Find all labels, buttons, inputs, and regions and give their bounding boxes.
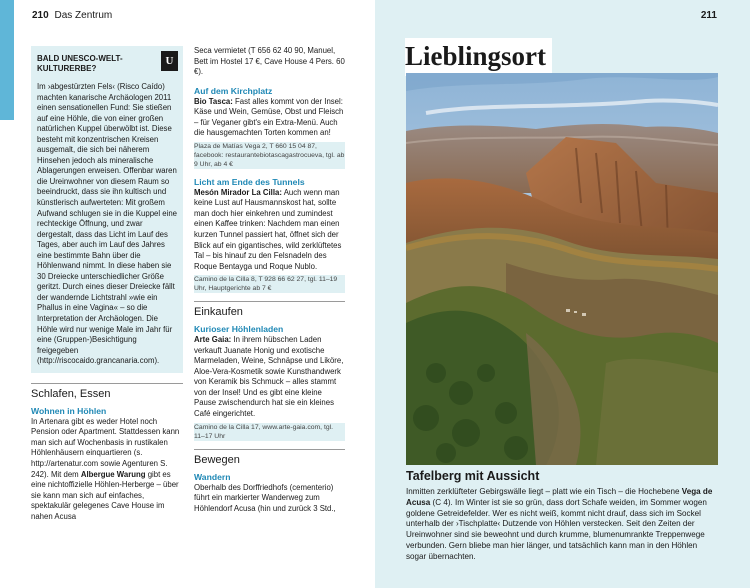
section-title-bewegen: Bewegen bbox=[194, 449, 345, 472]
caption-text bbox=[406, 487, 718, 563]
page-header-left bbox=[32, 10, 112, 21]
page-number-left: 210 bbox=[32, 10, 49, 21]
bio-tasca-address: Plaza de Matías Vega 2, T 660 15 04 87, facebook: restaurantebiotascagastrocueva, tgl. ab 9 Uhr, ab 4 € bbox=[194, 142, 345, 168]
text-wohnen-2: gibt es eine nichtoffizielle Höhlen-Herberge – über sie kann man sich auf einfaches, spektakulär gelegenes Cave House im nahen Acusa bbox=[31, 469, 179, 521]
paragraph-arte-gaia bbox=[194, 335, 345, 419]
page-number-right: 211 bbox=[700, 10, 717, 21]
landscape-photo bbox=[406, 73, 718, 465]
meson-text: Auch wenn man keine Lust auf Hausmannskost hat, sollte man doch hier einkehren und zumindest einen Kaffee trinken: Nachdem man einen kurzen Tunnel passiert hat, öffnet sich der Blick auf ein gigantisches, wild zerklüftetes Tal – bis hinauf zu den Felsnadeln des Roque Bentayga und Roque Nublo. bbox=[194, 187, 342, 271]
meson-name: Mesón Mirador La Cilla: bbox=[194, 187, 282, 197]
paragraph-wohnen bbox=[31, 417, 183, 522]
unesco-box bbox=[31, 46, 183, 373]
subtitle-wandern: Wandern bbox=[194, 471, 231, 482]
subtitle-tunnel: Licht am Ende des Tunnels bbox=[194, 176, 305, 187]
paragraph-bio-tasca bbox=[194, 97, 345, 139]
meson-address: Camino de la Cilla 8, T 928 66 62 27, tgl. 11–19 Uhr, Hauptgerichte ab 7 € bbox=[194, 275, 345, 293]
chapter-title: Das Zentrum bbox=[54, 10, 113, 21]
arte-gaia-text: In ihrem hübschen Laden verkauft Juanate Honig und exotische Marmeladen, Weine, Schnäpse und Liköre, Aloe-Vera-Kosmetik sowie Kunsthandwerk von Keramik bis Schmuck – alles stammt von der Insel! Und es gibt eine kleine Pause zwischendurch hat sie ein kleines Café eingerichtet. bbox=[194, 335, 344, 419]
caption-title: Tafelberg mit Aussicht bbox=[406, 469, 540, 483]
section-title-schlafen: Schlafen, Essen bbox=[31, 383, 183, 406]
albergue-name: Albergue Warung bbox=[80, 469, 146, 479]
vega-de-acusa: Vega de Acusa bbox=[406, 487, 713, 507]
caption-text-1: Inmitten zerklüfteter Gebirgswälle liegt – platt wie ein Tisch – die Hochebene bbox=[406, 487, 682, 496]
subtitle-hoehlenladen: Kurioser Höhlenladen bbox=[194, 324, 284, 335]
paragraph-wandern: Oberhalb des Dorffriedhofs (cementerio) führt ein markierter Wanderweg zum Höhlendorf Acusa (hin und zurück 3 Std., bbox=[194, 482, 336, 513]
subtitle-wohnen: Wohnen in Höhlen bbox=[31, 405, 107, 416]
section-title-einkaufen: Einkaufen bbox=[194, 301, 345, 324]
subtitle-kirchplatz: Auf dem Kirchplatz bbox=[194, 85, 273, 96]
unesco-box-text: Im ›abgestürzten Fels‹ (Risco Caído) machten kanarische Archäologen 2011 einen sensationellen Fund: Sie stießen auf eine Höhle, die von einer großen natürlichen Kuppel überwölbt ist. Diese besteht mit konzentrischen Kreisen ausgemalt, die sich bei näherem Hinsehen jedoch als mineralische Ablagerungen erweisen. Offenbar waren die Ureinwohner von diesem Raum so beeindruckt, dass sie ihn kultisch und künstlerisch aufwerteten: Mit großem Aufwand schlugen sie in die Kuppel eine rechteckige Öffnung, und zwar dergestalt, dass das Licht im Lauf des Tages, aber auch im Lauf des Jahres eine bestimmte Bahn über die Höhlenwand nimmt. In diese haben sie 30 Dreiecke unterschiedlicher Größe geritzt. Durch eines dieser Dreiecke fällt der wandernde Lichtstrahl »wie ein Phallus in eine Vagina« – so die Interpretation der Archäologen. Die Höhle wird nur wenige Male im Jahr für eine (Gruppen-)Besichtigung freigegeben (http://riscocaido.grancanaria.com). bbox=[37, 82, 178, 366]
paragraph-continued: Seca vermietet (T 656 62 40 90, Manuel, Bett im Hostel 17 €, Cave House 4 Pers. 60 €). bbox=[194, 46, 345, 77]
lieblingsort-title: Lieblingsort bbox=[405, 38, 552, 76]
column-two bbox=[194, 46, 345, 517]
caption-text-2: (C 4). Im Winter ist sie so grün, dass dort Schafe weiden, im Sommer wogen goldene Getreidefelder. Wer es nicht weiß, kommt nicht drauf, dass sich im Sockel unterhalb der ›Tischplatte‹ Dutzende von Höhlen verstecken. Seit den Zeiten der Ureinwohner sind sie beweohnt und durch krumme, blumenumrankte Treppenwege verbunden. Gern bliebe man hier länger, und tatsächlich kann man in den Höhlen sogar übernachten. bbox=[406, 497, 707, 561]
chapter-tab bbox=[0, 0, 14, 120]
arte-gaia-name: Arte Gaia: bbox=[194, 335, 232, 345]
unesco-badge-icon: U bbox=[161, 51, 178, 71]
text-wohnen-1: In Artenara gibt es weder Hotel noch Pension oder Apartment. Stattdessen kann man sich auf Wochenbasis in rustikalen Höhlenhäusern einquartieren (s. http://artenatur.com sowie Agenturen S. 242). Mit dem bbox=[31, 416, 180, 479]
bio-tasca-text: Fast alles kommt von der Insel: Käse und Wein, Gemüse, Obst und Fleisch – für Veganer gibt's ein Extra-Menü. Auch die hausgemachten Torten kommen an! bbox=[194, 96, 344, 138]
unesco-box-title: BALD UNESCO-WELT-KULTURERBE? bbox=[37, 54, 123, 73]
column-one bbox=[31, 46, 183, 525]
bio-tasca-name: Bio Tasca: bbox=[194, 96, 233, 106]
paragraph-meson bbox=[194, 188, 345, 272]
arte-gaia-address: Camino de la Cilla 17, www.arte-gaia.com, tgl. 11–17 Uhr bbox=[194, 423, 345, 441]
